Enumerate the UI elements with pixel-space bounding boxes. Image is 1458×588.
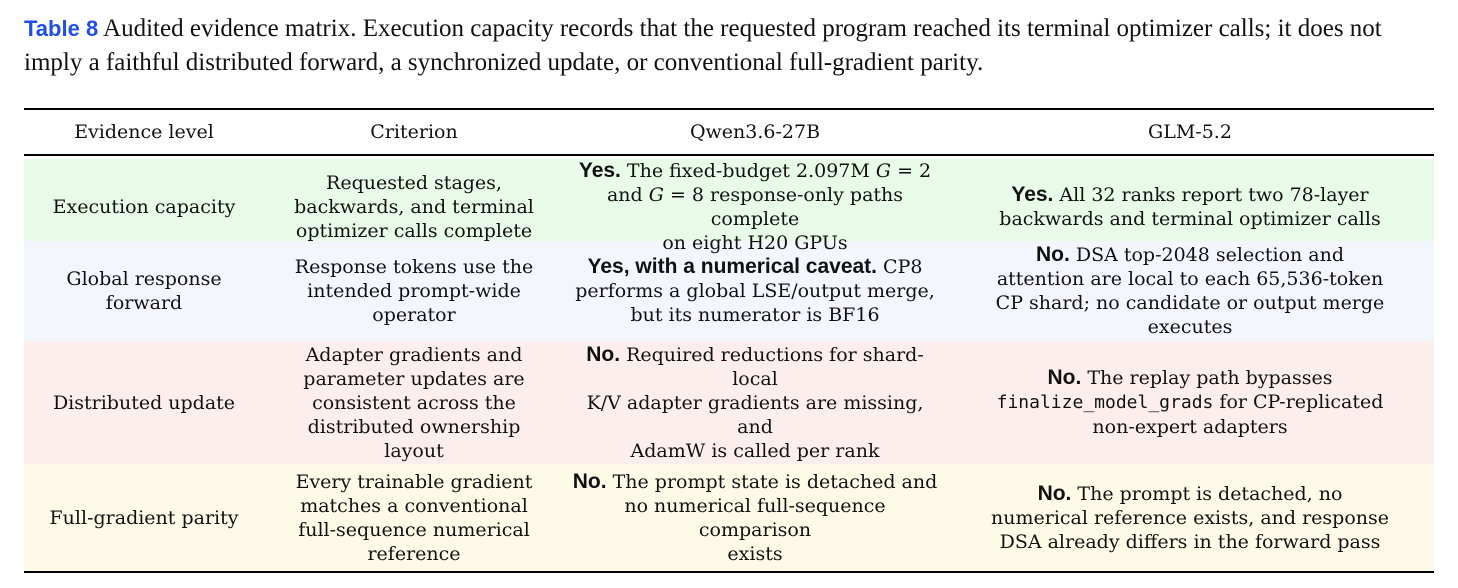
glm-cell — [946, 482, 1434, 554]
verdict-label: Yes, with a numerical caveat. — [587, 255, 878, 278]
glm-cell — [946, 366, 1434, 439]
criterion-cell: Adapter gradients and parameter updates are consistent across the distributed ownership layout — [303, 343, 525, 462]
glm-text: for CP-replicated non-expert adapters — [1092, 391, 1384, 438]
header-criterion: Criterion — [370, 121, 458, 143]
table-row — [24, 464, 1434, 571]
verdict-label: No. — [1047, 366, 1082, 389]
evidence-level-cell: Distributed update — [52, 391, 236, 414]
verdict-label: No. — [1035, 243, 1070, 266]
code-identifier: finalize_model_grads — [996, 392, 1214, 413]
caption-label: Table 8 — [24, 16, 99, 41]
verdict-label: Yes. — [578, 159, 621, 182]
caption-text: Audited evidence matrix. Execution capacity records that the requested program reached its terminal optimizer calls; it does not imply a faithful distributed forward, a synchronized update, or conventional full-gradient parity. — [24, 15, 1382, 76]
glm-text: All 32 ranks report two 78-layer backwards and terminal optimizer calls — [999, 184, 1381, 230]
evidence-table — [24, 108, 1434, 573]
math-var: G — [875, 160, 892, 182]
evidence-level-cell: Global response forward — [66, 268, 222, 314]
qwen-cell — [564, 470, 946, 566]
qwen-text: = 2 and — [606, 160, 932, 206]
table-row — [24, 341, 1434, 464]
criterion-cell: Response tokens use the intended prompt-wide operator — [294, 256, 534, 326]
glm-text: DSA top-2048 selection and attention are local to each 65,536-token CP shard; no candidate or output merge executes — [995, 244, 1385, 338]
qwen-text: The fixed-budget 2.097M — [620, 160, 876, 182]
qwen-text: CP8 performs a global LSE/output merge, but its numerator is BF16 — [575, 256, 935, 326]
qwen-text: Required reductions for shard-local K/V adapter gradients are missing, and AdamW is called per rank — [586, 343, 924, 462]
math-var: G — [648, 184, 664, 206]
verdict-label: No. — [586, 342, 621, 366]
header-glm: GLM-5.2 — [1148, 121, 1232, 143]
header-evidence-level: Evidence level — [74, 121, 214, 143]
verdict-label: Yes. — [1011, 183, 1054, 206]
table-row — [24, 241, 1434, 341]
table-row — [24, 159, 1434, 254]
criterion-cell: Requested stages, backwards, and terminal optimizer calls complete — [294, 172, 534, 242]
table-header-row — [24, 110, 1434, 156]
glm-cell — [946, 183, 1434, 231]
qwen-text: The prompt state is detached and no numerical full-sequence comparison exists — [612, 470, 938, 565]
evidence-level-cell: Full-gradient parity — [49, 506, 239, 529]
criterion-cell: Every trainable gradient matches a conventional full-sequence numerical reference — [295, 470, 533, 565]
evidence-level-cell: Execution capacity — [52, 196, 236, 218]
qwen-text: = 8 response-only paths complete on eight H20 GPUs — [662, 184, 904, 254]
glm-text: The prompt is detached, no numerical reference exists, and response DSA already differs in the forward pass — [991, 482, 1389, 553]
table-caption — [24, 12, 1436, 80]
verdict-label: No. — [572, 469, 607, 493]
verdict-label: No. — [1037, 481, 1072, 505]
header-qwen: Qwen3.6-27B — [689, 121, 821, 143]
qwen-cell — [564, 159, 946, 255]
glm-text: The replay path bypasses — [1087, 367, 1333, 389]
qwen-cell — [564, 343, 946, 463]
qwen-cell — [564, 255, 946, 327]
glm-cell — [946, 243, 1434, 339]
